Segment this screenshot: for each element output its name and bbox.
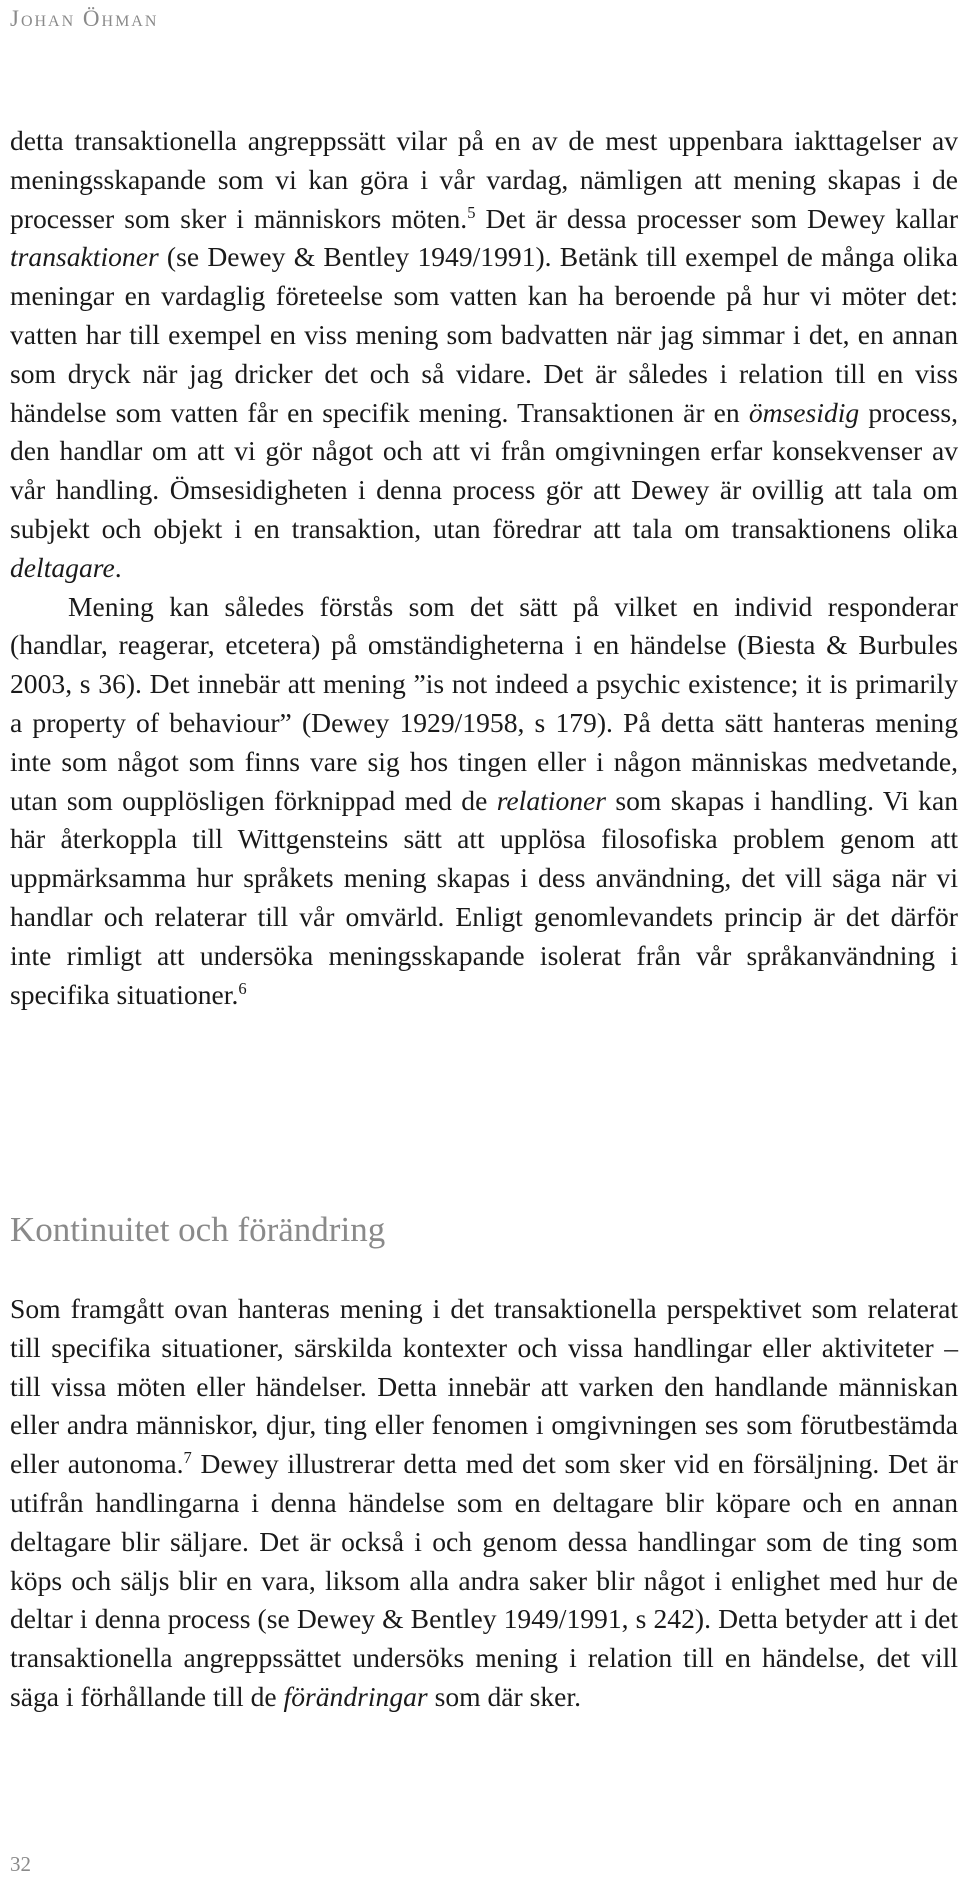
section-body [10,122,958,1014]
paragraph [10,122,958,588]
text-run: Mening kan således förstås som det sätt på vilket en individ responderar (handlar, reagerar, etcetera) på omständigheterna i en händelse (Biesta & Burbules 2003, s 36). Det innebär att mening ”is not indeed a psychic existence; it is primarily a property of behaviour” (Dewey 1929/1958, s 179). På detta sätt hanteras mening inte som något som finns vare sig hos tingen eller i någon människas medvetande, utan som oupplösligen förknippad med de [10,590,958,816]
footnote-marker[interactable]: 7 [183,1448,192,1467]
section-body [10,1290,958,1717]
emphasis: förändringar [283,1680,428,1712]
footnote-marker[interactable]: 5 [467,202,476,222]
page-number: 32 [10,1852,31,1876]
text-run: Det är dessa processer som Dewey kallar [475,202,959,234]
emphasis: relationer [496,784,607,816]
running-head: Johan Öhman [10,6,159,31]
text-run: Som framgått ovan hanteras mening i det transaktionella perspektivet som relaterat till specifika situationer, särskilda kontexter och vissa handlingar eller aktiviteter – till vissa möten eller händelser. Detta innebär att varken den handlande människan eller andra människor, djur, ting eller fenomen i omgivningen ses som förutbestämda eller autonoma. [10,1293,958,1480]
emphasis: ömsesidig [748,396,860,428]
emphasis: deltagare [10,551,115,583]
text-run: som skapas i handling. Vi kan här återkoppla till Wittgensteins sätt att upplösa filosofiska problem genom att uppmärksamma hur språkets mening skapas i dess användning, det vill säga när vi handlar och relaterar till vår omvärld. Enligt genomlevandets princip är det därför inte rimligt att undersöka meningsskapande isolerat från vår språkanvändning i specifika situationer. [10,784,958,1010]
text-run: som där sker. [427,1680,581,1712]
text-run: . [114,551,122,583]
text-run: detta transaktionella angreppssätt vilar på en av de mest uppenbara iakttagelser av meningsskapande som vi kan göra i vår vardag, nämligen att mening skapas i de processer som sker i människors möten. [10,125,958,234]
footnote-marker[interactable]: 6 [238,978,247,998]
text-run: Dewey illustrerar detta med det som sker vid en försäljning. Det är utifrån handlingarna i denna händelse som en deltagare blir köpare och en annan deltagare blir säljare. Det är också i och genom dessa handlingar som de ting som köps och säljs blir en vara, liksom alla andra saker blir något i enlighet med hur de deltar i denna process (se Dewey & Bentley 1949/1991, s 242). Detta betyder att i det transaktionella angreppssättet undersöks mening i relation till en händelse, det vill säga i förhållande till de [10,1448,958,1712]
paragraph [10,588,958,1015]
text-run: (se Dewey & Bentley 1949/1991). Betänk till exempel de många olika meningar en vardaglig företeelse som vatten kan ha beroende på hur vi möter det: vatten har till exempel en viss mening som badvatten när jag simmar i det, en annan som dryck när jag dricker det och så vidare. Det är således i relation till en viss händelse som vatten får en specifik mening. Transaktionen är en [10,241,958,428]
text-run: process, den handlar om att vi gör något och att vi från omgivningen erfar konsekvenser av vår handling. Ömsesidigheten i denna process gör att Dewey är ovillig att tala om subjekt och objekt i en transaktion, utan föredrar att tala om transaktionens olika [10,396,958,544]
paragraph [10,1290,958,1717]
emphasis: transaktioner [10,241,159,273]
section-heading: Kontinuitet och förändring [10,1210,386,1249]
